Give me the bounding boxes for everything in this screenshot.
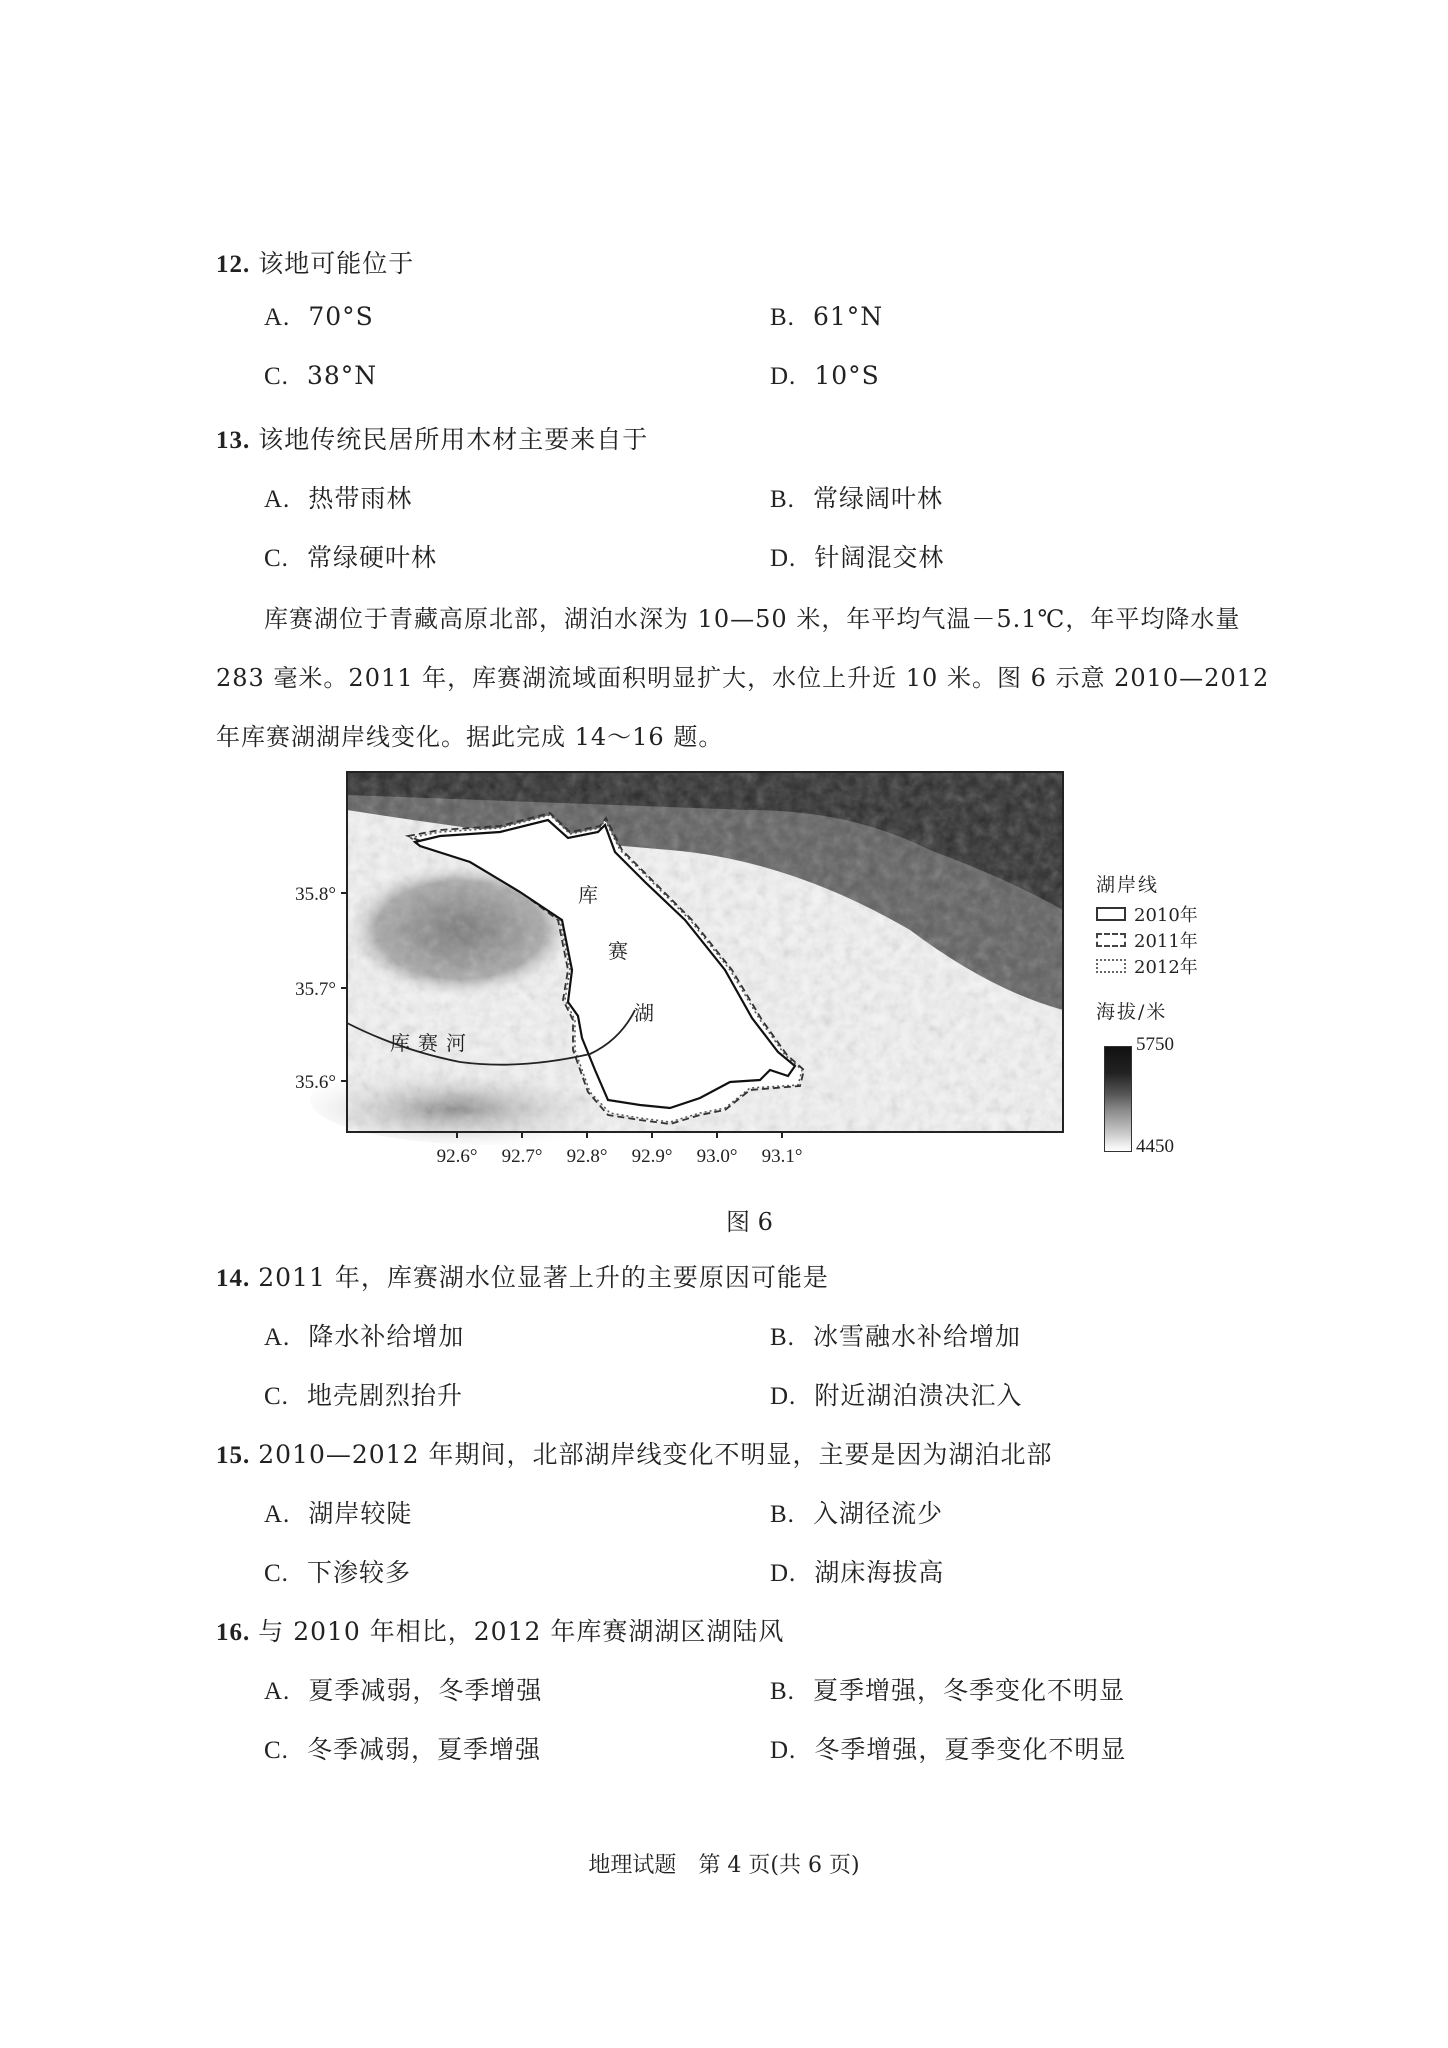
option-text: 下渗较多 [306, 1558, 411, 1587]
option-letter: D. [770, 545, 797, 572]
lake-label-char: 湖 [634, 1001, 654, 1025]
question-number: 16. [216, 1619, 251, 1646]
option-text: 冬季减弱，夏季增强 [306, 1735, 541, 1764]
option-16-c[interactable] [264, 1730, 541, 1766]
option-13-c[interactable] [264, 538, 437, 574]
map-legend [1096, 870, 1236, 1157]
dashed-line-swatch-icon [1096, 933, 1126, 947]
option-text: 夏季增强，冬季变化不明显 [812, 1676, 1125, 1705]
option-16-a[interactable] [264, 1671, 542, 1707]
dotted-line-swatch-icon [1096, 959, 1126, 973]
option-text: 热带雨林 [308, 484, 413, 513]
option-letter: C. [264, 1383, 289, 1410]
option-12-b[interactable] [770, 302, 883, 332]
question-text: 2011 年，库赛湖水位显著上升的主要原因可能是 [258, 1263, 829, 1292]
option-text: 38°N [306, 361, 378, 390]
option-text: 冰雪融水补给增加 [812, 1322, 1021, 1351]
option-text: 70°S [308, 302, 374, 331]
option-letter: D. [770, 1737, 797, 1764]
river-label: 库赛河 [390, 1031, 474, 1055]
option-letter: A. [264, 1678, 291, 1705]
option-letter: B. [770, 1678, 795, 1705]
legend-item-2012 [1096, 953, 1236, 979]
question-12-stem [216, 244, 414, 280]
option-14-b[interactable] [770, 1317, 1021, 1353]
option-text: 入湖径流少 [812, 1499, 943, 1528]
option-letter: B. [770, 1324, 795, 1351]
question-number: 15. [216, 1442, 251, 1469]
option-letter: C. [264, 1737, 289, 1764]
legend-label: 2011年 [1134, 931, 1198, 952]
option-15-c[interactable] [264, 1553, 411, 1589]
option-14-c[interactable] [264, 1376, 463, 1412]
option-text: 常绿硬叶林 [306, 543, 437, 572]
option-15-a[interactable] [264, 1494, 412, 1530]
lat-tick-label: 35.6° [295, 1072, 336, 1093]
lat-tick-label: 35.8° [295, 884, 336, 905]
option-text: 10°S [814, 361, 880, 390]
option-letter: B. [770, 304, 795, 331]
solid-line-swatch-icon [1096, 907, 1126, 921]
option-12-c[interactable] [264, 361, 377, 391]
legend-item-2011 [1096, 927, 1236, 953]
option-text: 针阔混交林 [814, 543, 945, 572]
question-16-stem [216, 1612, 784, 1648]
elevation-max-label: 5750 [1136, 1034, 1174, 1055]
option-text: 附近湖泊溃决汇入 [814, 1381, 1023, 1410]
lon-tick-label: 92.9° [631, 1146, 673, 1167]
option-letter: A. [264, 486, 291, 513]
question-text: 该地可能位于 [258, 249, 415, 278]
question-text: 与 2010 年相比，2012 年库赛湖湖区湖陆风 [258, 1617, 785, 1646]
option-15-b[interactable] [770, 1494, 943, 1530]
option-text: 湖床海拔高 [814, 1558, 945, 1587]
option-16-b[interactable] [770, 1671, 1125, 1707]
option-text: 常绿阔叶林 [812, 484, 943, 513]
lake-map-svg [290, 770, 1190, 1210]
lon-tick-label: 93.0° [696, 1146, 738, 1167]
legend-label: 2010年 [1134, 905, 1198, 926]
reading-passage [216, 590, 1276, 767]
lat-tick-label: 35.7° [295, 979, 336, 1000]
option-text: 冬季增强，夏季变化不明显 [814, 1735, 1127, 1764]
page-footer: 地理试题 第 4 页(共 6 页) [588, 1853, 860, 1878]
option-letter: D. [770, 1560, 797, 1587]
elevation-legend-title: 海拔/米 [1096, 1001, 1168, 1023]
option-13-a[interactable] [264, 479, 412, 515]
question-15-stem [216, 1435, 1052, 1471]
option-13-d[interactable] [770, 538, 944, 574]
option-12-d[interactable] [770, 361, 880, 391]
legend-item-2010 [1096, 901, 1236, 927]
legend-label: 2012年 [1134, 957, 1198, 978]
lon-tick-label: 92.7° [501, 1146, 543, 1167]
shoreline-legend-title: 湖岸线 [1096, 874, 1160, 896]
question-13-stem [216, 420, 648, 456]
question-number: 13. [216, 427, 251, 454]
option-letter: C. [264, 363, 289, 390]
option-text: 夏季减弱，冬季增强 [308, 1676, 543, 1705]
passage-text: 库赛湖位于青藏高原北部，湖泊水深为 10—50 米，年平均气温－5.1℃，年平均降水量 283 毫米。2011 年，库赛湖流域面积明显扩大，水位上升近 10 米。图 6 示意 2010—2012 年库赛湖湖岸线变化。据此完成 14～16 题。 [216, 605, 1270, 751]
lon-tick-label: 92.6° [436, 1146, 478, 1167]
option-12-a[interactable] [264, 302, 374, 332]
question-number: 14. [216, 1265, 251, 1292]
lake-label-char: 库 [578, 883, 598, 907]
lake-label-char: 赛 [608, 939, 628, 963]
option-letter: C. [264, 545, 289, 572]
option-letter: A. [264, 1501, 291, 1528]
question-14-stem [216, 1258, 829, 1294]
figure-6-map [290, 770, 1190, 1210]
option-letter: A. [264, 304, 291, 331]
option-14-d[interactable] [770, 1376, 1022, 1412]
elevation-gradient-bar [1104, 1046, 1132, 1152]
question-text: 该地传统民居所用木材主要来自于 [258, 425, 649, 454]
option-15-d[interactable] [770, 1553, 944, 1589]
option-letter: D. [770, 1383, 797, 1410]
option-text: 湖岸较陡 [308, 1499, 413, 1528]
option-letter: B. [770, 486, 795, 513]
option-13-b[interactable] [770, 479, 943, 515]
lon-tick-label: 93.1° [761, 1146, 803, 1167]
option-text: 61°N [812, 302, 884, 331]
option-text: 降水补给增加 [308, 1322, 465, 1351]
elevation-min-label: 4450 [1136, 1136, 1174, 1157]
option-text: 地壳剧烈抬升 [306, 1381, 463, 1410]
option-letter: C. [264, 1560, 289, 1587]
option-letter: B. [770, 1501, 795, 1528]
elevation-scale [1096, 1034, 1236, 1157]
option-letter: D. [770, 363, 797, 390]
option-14-a[interactable] [264, 1317, 464, 1353]
figure-caption: 图 6 [726, 1208, 773, 1236]
option-letter: A. [264, 1324, 291, 1351]
option-16-d[interactable] [770, 1730, 1126, 1766]
question-number: 12. [216, 251, 251, 278]
question-text: 2010—2012 年期间，北部湖岸线变化不明显，主要是因为湖泊北部 [258, 1440, 1053, 1469]
lon-tick-label: 92.8° [566, 1146, 608, 1167]
